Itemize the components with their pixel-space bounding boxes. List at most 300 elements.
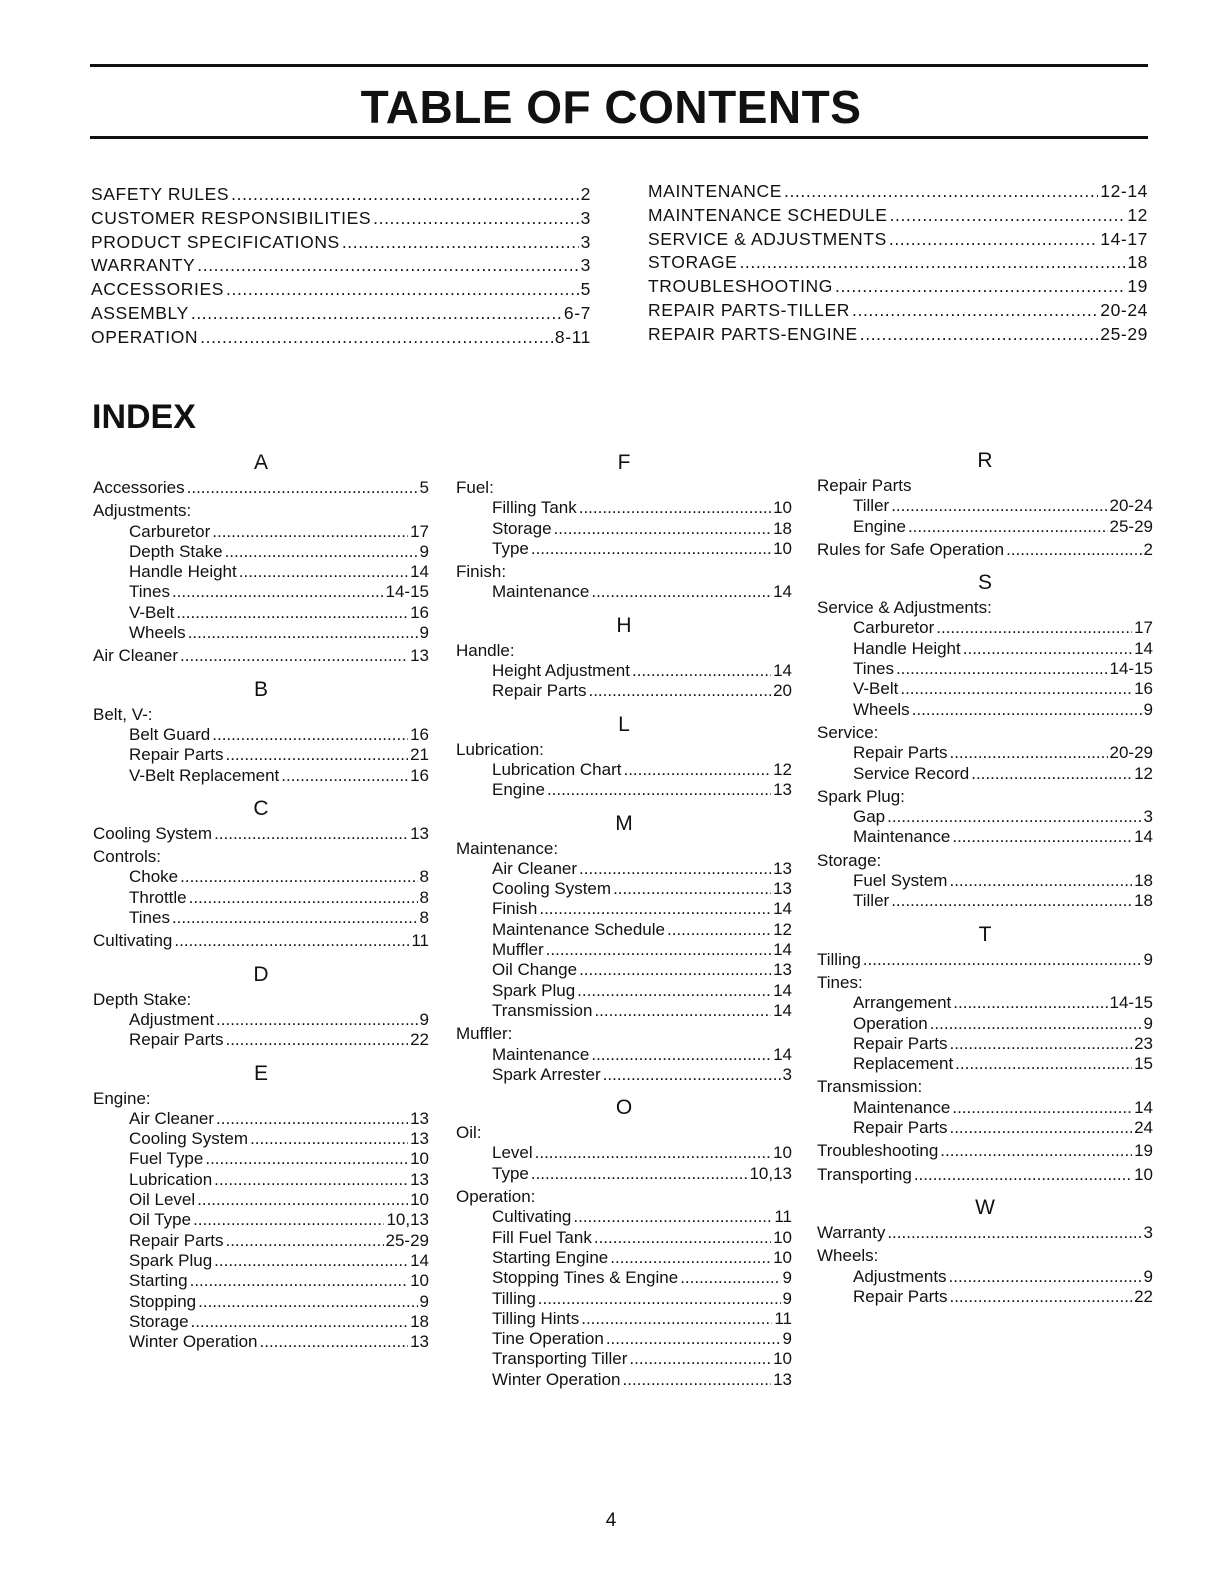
leader-dots [172, 908, 418, 928]
entry-page: 12 [1134, 763, 1153, 783]
index-subentry[interactable] [93, 908, 429, 928]
index-heading-entry [93, 847, 429, 867]
entry-label: Adjustments: [93, 501, 192, 521]
toc-entry[interactable] [648, 300, 1148, 324]
leader-dots [189, 888, 418, 908]
entry-label: Choke [129, 867, 179, 887]
entry-label: Tiller [853, 891, 890, 911]
index-subentry[interactable] [817, 700, 1153, 720]
leader-dots [594, 1228, 771, 1248]
index-heading-entry [817, 476, 1153, 496]
entry-page: 10 [773, 498, 792, 518]
entry-page: 10 [410, 1271, 429, 1291]
index-heading-entry [817, 973, 1153, 993]
entry-label: Lubrication: [456, 739, 544, 759]
leader-dots [739, 252, 1125, 273]
leader-dots [579, 960, 771, 980]
leader-dots [212, 725, 408, 745]
index-subentry[interactable] [93, 725, 429, 745]
entry-page: 13 [410, 1108, 429, 1128]
toc-label: REPAIR PARTS-ENGINE [648, 323, 858, 344]
index-subentry[interactable] [93, 1010, 429, 1030]
index-entry[interactable] [817, 540, 1153, 560]
index-letter: O [615, 1096, 633, 1120]
leader-dots [949, 1034, 1132, 1054]
toc-entry[interactable] [648, 229, 1148, 253]
leader-dots [200, 327, 553, 348]
entry-page: 16 [410, 602, 429, 622]
entry-label: Fuel: [456, 478, 494, 497]
leader-dots [214, 1251, 408, 1271]
leader-dots [191, 1312, 409, 1332]
entry-page: 10,13 [749, 1163, 792, 1183]
entry-label: Depth Stake: [93, 989, 192, 1009]
entry-label: Adjustment [129, 1009, 215, 1029]
index-subentry[interactable] [817, 639, 1153, 659]
toc-page: 18 [1127, 252, 1148, 273]
index-heading-entry [456, 839, 792, 859]
leader-dots [547, 780, 771, 800]
entry-label: Maintenance Schedule [492, 919, 665, 939]
index-subentry[interactable] [93, 623, 429, 643]
entry-label: Operation: [456, 1187, 536, 1207]
index-subentry[interactable] [817, 1034, 1153, 1054]
leader-dots [554, 519, 772, 539]
index-subentry[interactable] [456, 582, 792, 602]
entry-label: Carburetor [853, 618, 935, 638]
index-subentry[interactable] [456, 661, 792, 681]
index-subentry[interactable] [93, 867, 429, 887]
toc-entry[interactable] [91, 184, 591, 208]
entry-label: Finish: [456, 562, 507, 582]
leader-dots [212, 522, 408, 542]
entry-page: 14 [1134, 1097, 1153, 1117]
entry-page: 9 [782, 1288, 792, 1308]
leader-dots [174, 931, 409, 951]
entry-label: Repair Parts [853, 743, 948, 763]
toc-entry[interactable] [648, 181, 1148, 205]
toc-entry[interactable] [91, 232, 591, 256]
toc-page: 3 [580, 231, 591, 252]
entry-page: 14-15 [385, 582, 429, 602]
index-heading-entry [817, 851, 1153, 871]
index-subentry[interactable] [456, 1045, 792, 1065]
index-subentry[interactable] [93, 1312, 429, 1332]
entry-page: 14 [773, 980, 792, 1000]
leader-dots [623, 1370, 772, 1390]
entry-page: 9 [419, 1009, 429, 1029]
leader-dots [887, 1223, 1141, 1243]
index-subentry[interactable] [817, 1014, 1153, 1034]
index-subentry[interactable] [456, 1228, 792, 1248]
index-subentry[interactable] [817, 1054, 1153, 1074]
index-subentry[interactable] [817, 517, 1153, 537]
index-column-2 [456, 448, 792, 1390]
entry-label: Air Cleaner [129, 1108, 215, 1128]
entry-label: Finish [492, 899, 538, 919]
index-subentry[interactable] [456, 1289, 792, 1309]
leader-dots [591, 582, 771, 602]
entry-page: 8 [419, 867, 429, 887]
leader-dots [887, 807, 1141, 827]
toc-label: SERVICE & ADJUSTMENTS [648, 228, 887, 249]
toc-entry[interactable] [91, 303, 591, 327]
index-entry[interactable] [817, 950, 1153, 970]
leader-dots [193, 1210, 384, 1230]
entry-label: Handle Height [129, 562, 237, 582]
entry-label: Starting [129, 1271, 188, 1291]
entry-label: Spark Arrester [492, 1064, 601, 1084]
index-subentry[interactable] [456, 519, 792, 539]
entry-label: Muffler: [456, 1024, 513, 1044]
leader-dots [205, 1149, 408, 1169]
index-heading: INDEX [92, 398, 196, 436]
index-subentry[interactable] [93, 1030, 429, 1050]
entry-label: Tines [129, 582, 170, 602]
index-subentry[interactable] [93, 542, 429, 562]
entry-page: 10 [410, 1190, 429, 1210]
entry-label: Carburetor [129, 521, 211, 541]
index-subentry[interactable] [93, 1170, 429, 1190]
entry-label: Repair Parts [129, 745, 224, 765]
index-subentry[interactable] [456, 539, 792, 559]
index-subentry[interactable] [93, 1129, 429, 1149]
index-subentry[interactable] [817, 618, 1153, 638]
entry-page: 13 [410, 646, 429, 666]
leader-dots [863, 950, 1142, 970]
entry-label: Wheels: [817, 1246, 879, 1266]
toc-entry[interactable] [91, 279, 591, 303]
index-heading-entry [817, 1246, 1153, 1266]
leader-dots [610, 1248, 771, 1268]
entry-label: Rules for Safe Operation [817, 539, 1005, 559]
entry-label: Air Cleaner [492, 858, 578, 878]
entry-page: 13 [410, 1332, 429, 1352]
leader-dots [581, 1309, 772, 1329]
index-subentry[interactable] [93, 1251, 429, 1271]
leader-dots [971, 764, 1132, 784]
index-subentry[interactable] [93, 562, 429, 582]
entry-label: Spark Plug: [817, 786, 905, 806]
entry-page: 9 [419, 541, 429, 561]
entry-page: 16 [1134, 679, 1153, 699]
leader-dots [172, 582, 384, 602]
index-subentry[interactable] [93, 1190, 429, 1210]
toc-entry[interactable] [648, 324, 1148, 348]
entry-label: Handle Height [853, 638, 961, 658]
leader-dots [180, 646, 408, 666]
leader-dots [953, 993, 1107, 1013]
entry-page: 14 [410, 562, 429, 582]
entry-page: 11 [774, 1207, 792, 1227]
index-subentry[interactable] [93, 1292, 429, 1312]
entry-page: 14 [773, 1044, 792, 1064]
index-subentry[interactable] [456, 1349, 792, 1369]
index-entry[interactable] [93, 478, 429, 498]
entry-label: Muffler [492, 940, 544, 960]
leader-dots [891, 891, 1132, 911]
entry-page: 18 [773, 518, 792, 538]
entry-label: Handle: [456, 640, 515, 660]
leader-dots [900, 679, 1132, 699]
leader-dots [914, 1165, 1132, 1185]
entry-label: Level [492, 1143, 533, 1163]
entry-label: Repair Parts [853, 1033, 948, 1053]
entry-page: 15 [1134, 1054, 1153, 1074]
entry-page: 5 [419, 478, 429, 497]
index-entry[interactable] [817, 1141, 1153, 1161]
leader-dots [955, 1054, 1132, 1074]
index-subentry[interactable] [817, 827, 1153, 847]
index-subentry[interactable] [93, 582, 429, 602]
index-entry[interactable] [93, 646, 429, 666]
entry-page: 20-29 [1109, 743, 1153, 763]
spacer [93, 1051, 429, 1059]
entry-page: 18 [1134, 891, 1153, 911]
index-subentry[interactable] [93, 1332, 429, 1352]
entry-label: Service Record [853, 763, 970, 783]
index-subentry[interactable] [456, 1164, 792, 1184]
entry-page: 22 [1134, 1286, 1153, 1306]
index-subentry[interactable] [456, 920, 792, 940]
spacer [456, 1085, 792, 1093]
entry-page: 25-29 [1109, 516, 1153, 536]
index-subentry[interactable] [817, 496, 1153, 516]
toc-entry[interactable] [91, 255, 591, 279]
leader-dots [667, 920, 771, 940]
index-entry[interactable] [93, 824, 429, 844]
index-subentry[interactable] [817, 1267, 1153, 1287]
index-subentry[interactable] [93, 1210, 429, 1230]
entry-label: Tiller [853, 496, 890, 516]
leader-dots [538, 1289, 781, 1309]
entry-label: Cooling System [93, 823, 213, 843]
index-subentry[interactable] [456, 1309, 792, 1329]
leader-dots [191, 303, 562, 324]
leader-dots [535, 1143, 771, 1163]
page-number: 4 [605, 1510, 617, 1531]
entry-label: Cooling System [492, 879, 612, 899]
index-subentry[interactable] [817, 743, 1153, 763]
toc-entry[interactable] [91, 208, 591, 232]
leader-dots [680, 1268, 780, 1288]
entry-page: 20 [773, 681, 792, 701]
entry-page: 9 [419, 623, 429, 643]
index-heading-entry [456, 641, 792, 661]
entry-page: 25-29 [385, 1230, 429, 1250]
leader-dots [579, 498, 771, 518]
index-subentry[interactable] [456, 498, 792, 518]
entry-label: Tine Operation [492, 1329, 604, 1349]
leader-dots [216, 1109, 408, 1129]
entry-page: 23 [1134, 1033, 1153, 1053]
leader-dots [539, 899, 771, 919]
leader-dots [852, 300, 1098, 321]
leader-dots [188, 623, 418, 643]
entry-label: Maintenance [853, 1097, 951, 1117]
index-subentry[interactable] [456, 879, 792, 899]
index-heading-entry [93, 501, 429, 521]
index-letter: H [616, 613, 632, 637]
index-subentry[interactable] [456, 1065, 792, 1085]
entry-label: Repair Parts [853, 1118, 948, 1138]
index-subentry[interactable] [456, 1207, 792, 1227]
index-subentry[interactable] [456, 960, 792, 980]
entry-label: Troubleshooting [817, 1141, 939, 1161]
leader-dots [594, 1001, 771, 1021]
index-subentry[interactable] [93, 745, 429, 765]
index-letter: A [253, 451, 268, 474]
entry-label: Maintenance [492, 582, 590, 602]
entry-page: 14 [773, 899, 792, 919]
index-heading-entry [817, 723, 1153, 743]
leader-dots [632, 661, 771, 681]
entry-label: Tilling [817, 949, 861, 969]
index-subentry[interactable] [93, 1231, 429, 1251]
index-subentry[interactable] [817, 659, 1153, 679]
entry-label: Storage: [817, 850, 882, 870]
leader-dots [613, 879, 771, 899]
entry-label: Spark Plug [492, 980, 576, 1000]
index-heading-entry [817, 598, 1153, 618]
index-entry[interactable] [817, 1165, 1153, 1185]
index-subentry[interactable] [456, 780, 792, 800]
entry-page: 13 [410, 1129, 429, 1149]
entry-label: Maintenance: [456, 838, 559, 858]
leader-dots [197, 255, 578, 276]
leader-dots [949, 743, 1107, 763]
index-entry[interactable] [817, 1223, 1153, 1243]
index-subentry[interactable] [456, 1370, 792, 1390]
leader-dots [1006, 540, 1141, 560]
entry-label: Repair Parts [129, 1230, 224, 1250]
index-subentry[interactable] [817, 764, 1153, 784]
entry-label: Service & Adjustments: [817, 598, 992, 618]
index-subentry[interactable] [93, 1149, 429, 1169]
toc-page: 12 [1127, 204, 1148, 225]
toc-label: PRODUCT SPECIFICATIONS [91, 231, 340, 252]
index-subentry[interactable] [456, 1143, 792, 1163]
index-subentry[interactable] [93, 766, 429, 786]
toc-page: 8-11 [554, 326, 591, 347]
entry-label: Throttle [129, 887, 187, 907]
leader-dots [891, 496, 1107, 516]
toc-entry[interactable] [648, 252, 1148, 276]
entry-label: Transmission [492, 1000, 593, 1020]
entry-label: V-Belt [129, 602, 175, 622]
index-heading-entry [456, 1123, 792, 1143]
leader-dots [952, 1098, 1132, 1118]
toc-left-column [91, 184, 591, 351]
entry-page: 9 [419, 1291, 429, 1311]
toc-entry[interactable] [648, 205, 1148, 229]
index-subentry[interactable] [456, 1329, 792, 1349]
entry-label: Warranty [817, 1222, 886, 1242]
entry-page: 14-15 [1109, 993, 1153, 1013]
entry-label: Air Cleaner [93, 646, 179, 666]
spacer [93, 952, 429, 960]
index-subentry[interactable] [817, 891, 1153, 911]
index-subentry[interactable] [456, 760, 792, 780]
toc-entry[interactable] [91, 327, 591, 351]
leader-dots [890, 205, 1126, 226]
index-subentry[interactable] [93, 522, 429, 542]
entry-page: 9 [1143, 699, 1153, 719]
index-subentry[interactable] [456, 1248, 792, 1268]
entry-page: 8 [419, 887, 429, 907]
entry-label: Depth Stake [129, 541, 223, 561]
entry-page: 10 [773, 1227, 792, 1247]
index-subentry[interactable] [817, 871, 1153, 891]
toc-page: 6-7 [563, 302, 591, 323]
entry-label: Oil Change [492, 960, 578, 980]
index-subentry[interactable] [817, 679, 1153, 699]
entry-page: 8 [419, 908, 429, 928]
leader-dots [623, 760, 771, 780]
index-letter: C [253, 796, 269, 820]
entry-page: 22 [410, 1030, 429, 1050]
entry-page: 13 [773, 960, 792, 980]
index-subentry[interactable] [456, 981, 792, 1001]
index-subentry[interactable] [456, 899, 792, 919]
index-subentry[interactable] [817, 807, 1153, 827]
index-subentry[interactable] [93, 1109, 429, 1129]
entry-page: 11 [774, 1308, 792, 1328]
leader-dots [225, 542, 418, 562]
entry-page: 18 [410, 1311, 429, 1331]
entry-page: 10 [1134, 1164, 1153, 1184]
entry-page: 13 [410, 1169, 429, 1189]
entry-page: 17 [410, 521, 429, 541]
index-subentry[interactable] [93, 1271, 429, 1291]
entry-label: Transmission: [817, 1077, 923, 1097]
entry-label: Accessories [93, 478, 185, 497]
index-subentry[interactable] [817, 1098, 1153, 1118]
entry-page: 10 [773, 1349, 792, 1369]
index-subentry[interactable] [456, 681, 792, 701]
leader-dots [225, 745, 408, 765]
leader-dots [187, 478, 418, 498]
leader-dots [963, 639, 1132, 659]
entry-page: 11 [411, 931, 429, 951]
index-subentry[interactable] [817, 993, 1153, 1013]
index-subentry[interactable] [456, 940, 792, 960]
index-subentry[interactable] [817, 1118, 1153, 1138]
index-heading-entry [93, 1089, 429, 1109]
toc-label: CUSTOMER RESPONSIBILITIES [91, 207, 372, 228]
leader-dots [908, 517, 1108, 537]
entry-label: Fuel System [853, 871, 948, 891]
index-heading-entry [93, 705, 429, 725]
entry-page: 9 [782, 1329, 792, 1349]
leader-dots [936, 618, 1132, 638]
leader-dots [197, 1190, 408, 1210]
index-subentry[interactable] [93, 888, 429, 908]
toc-entry[interactable] [648, 276, 1148, 300]
index-subentry[interactable] [456, 859, 792, 879]
toc-label: OPERATION [91, 326, 199, 347]
entry-label: Winter Operation [129, 1332, 258, 1352]
toc-label: MAINTENANCE [648, 181, 782, 201]
index-subentry[interactable] [93, 603, 429, 623]
index-subentry[interactable] [456, 1001, 792, 1021]
index-subentry[interactable] [817, 1287, 1153, 1307]
index-subentry[interactable] [456, 1268, 792, 1288]
entry-page: 3 [1143, 807, 1153, 827]
entry-label: Lubrication [129, 1169, 213, 1189]
entry-page: 10,13 [386, 1210, 429, 1230]
index-entry[interactable] [93, 931, 429, 951]
